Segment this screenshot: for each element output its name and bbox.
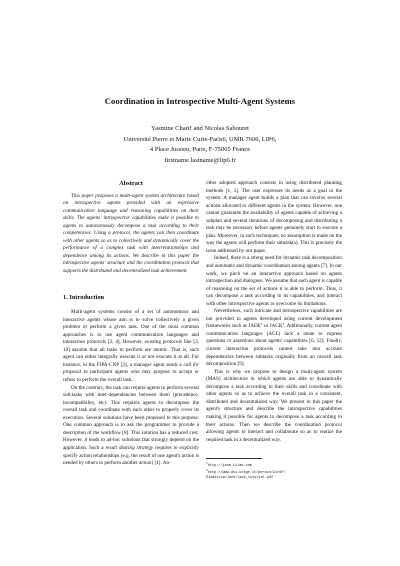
abstract-heading: Abstract <box>119 180 143 187</box>
author-names: Yasmine Charif and Nicolas Sabouret <box>151 125 249 132</box>
paper-title: Coordination in Introspective Multi-Agent Systems <box>104 96 296 106</box>
footnote-mark: 2 <box>282 322 285 327</box>
footnote-2-continued: Didattica/Jack/Jack_tutorial.pdf <box>206 475 274 480</box>
abstract-text: This paper proposes a multi-agent system architecture based on introspective agents provided with an expressive communication language and reasoning capabilities on their skills. The agents' introspective capabilities make it possible to agents to autonomously decompose a task according to their competencies. Using a protocol, the agents can then coordinate with other agents so as to collectively and dynamically cover the performance of a complex task with interrelationships and dependence among its actions. We describe in this paper the introspective agents' structure and the coordination protocol that supports the distributed and decentralized task achievement. <box>63 192 199 275</box>
italic-term: result sharing strategy <box>105 444 154 451</box>
footnote-2: $^2$http://www.dsi.unige.it/person/ZiroF/ <box>206 467 286 475</box>
right-column <box>206 180 342 481</box>
footnote-mark: 1 <box>260 322 263 327</box>
intro-paragraph-4: Indeed, there is a strong need for dynamic task decomposition and automatic and dynamic coordination among agents [7]. In our work, we pitch on an interactive approach based on agents introspection and dialogues. We assume that each agent is capable of reasoning on the set of actions it is able to perform. Thus, it can decompose a task according to its capabilities, and interact with other introspective agents to overcome its limitations. <box>206 255 342 307</box>
italic-term: call for proposal <box>63 361 199 376</box>
intro-paragraph-1: Multi-agent systems consist of a set of autonomous and interactive agents whose aim is to solve collectively a given problem or perform a given task. One of the most common approaches is to use agent communication languages and interaction protocols [2, 4]. However, existing protocols like [3, 10] assume that all tasks to perform are atomic. That is, such agent can either integrally execute it or not execute it at all. For instance, in the FIPA-CNP [3], a manager agent sends a call for proposal to participant agents who may propose to accept or refuse to perform the overall task. <box>63 309 199 384</box>
intro-paragraph-5: Nevertheless, such intricate and introspective capabilities are not provided to agents developed using current development frameworks such as JADE$^1$ or JACK$^2$. Additionally, current agent communication languages (ACL) lack a mean to express questions or assertions about agents' capabilities [6, 12]. Finally, current interaction protocols cannot take into account dependencies between subtasks originally from an overall task decomposition [9]. <box>206 308 342 368</box>
section-heading: 1. Introduction <box>63 293 105 301</box>
footnote-divider <box>206 458 262 459</box>
author-block <box>0 124 400 166</box>
author-email: firstname.lastname@lip6.fr <box>164 156 236 164</box>
left-column <box>63 180 199 468</box>
footnote-1: $^1$http://jade.tilab.com <box>206 461 252 469</box>
intro-paragraph-6: This is why we propose to design a multi-agent system (MAS) architecture in which agents are able to dynamically decompose a task according to their skills and coordinate with other agents so as to achieve the overall task in a consistent, distributed and decentralized way. We present in this paper the agent's structure and describe the introspective capabilities making it possible for agents to decompose a task according to their actions. Then we describe the coordination protocol allowing agents to interact and collaborate so as to realize the required task in a decentralized way. <box>206 368 342 443</box>
intro-paragraph-3: other adopted approach consists in using distributed planning methods [1, 5]. The user expresses its needs as a goal to the system. A manager agent builds a plan that can involve several actions allocated to different agents in the system. However, one cannot guarantee the availability of agents capable of achieving a subplan and several iterations of decomposing and distributing a task may be necessary before agents genuinely start to execute a plan. Moreover, in such techniques, no assumption is made on the way the agents will perform their subtask(s). This is precisely the issue addressed by our paper. <box>206 180 342 254</box>
author-address: 4 Place Jussieu, Paris, F-75005 France <box>149 146 251 154</box>
intro-paragraph-2: On the contrary, the task can require agents to perform several sub-tasks with inter-dependencies between them (precedence, incompatibility, etc). This requires agents to decompose the overall task and coordinate with each other to properly cover its execution. Several solutions have been proposed to this purpose. One common approach is to ask the programmer to provide a description of the workflow [8]. This solution has a reduced cost. However, it leads to ad-hoc solutions that strongly depend on the application. Such a result sharing strategy requires to explicitly specify action relationships (e.g. the result of one agent's action is needed by others to perform another action) [1]. An- <box>63 384 199 467</box>
author-affiliation: Université Pierre et Marie Curie-Paris6, UMR 7606, LIP6, <box>123 135 277 143</box>
